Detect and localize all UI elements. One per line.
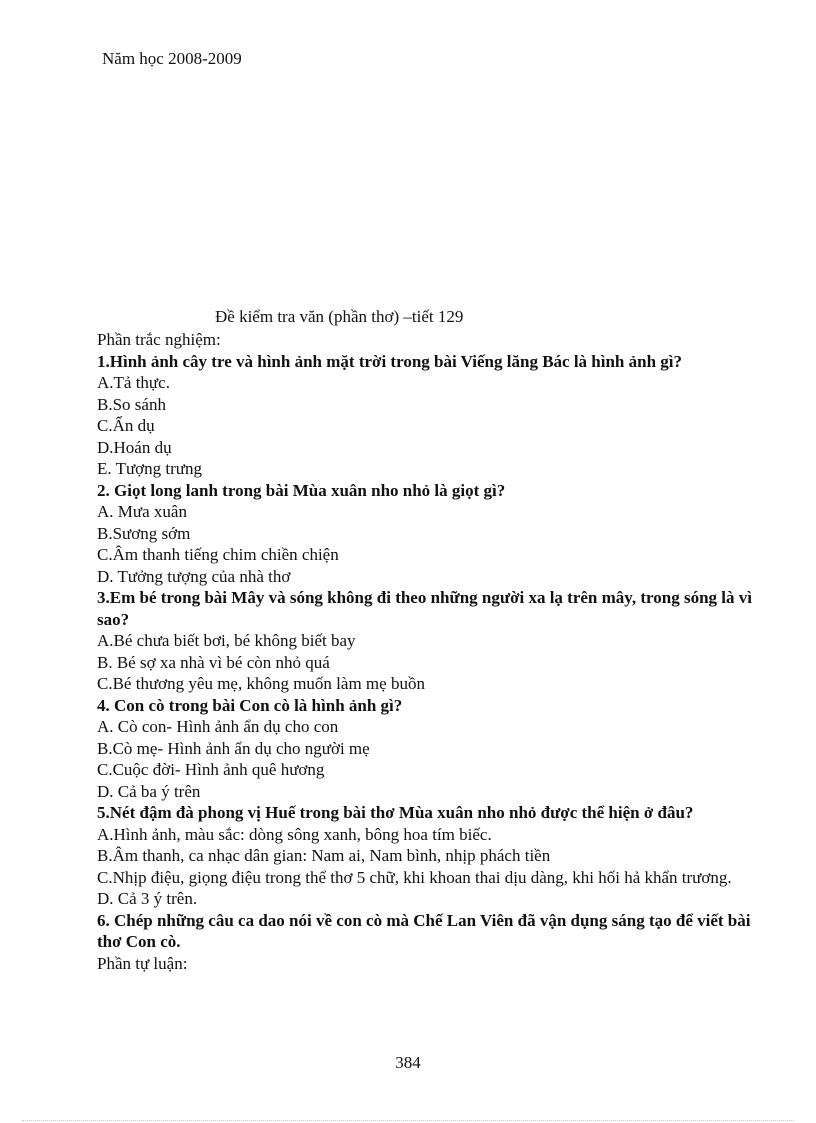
- option-5c: C.Nhịp điệu, giọng điệu trong thể thơ 5 chữ, khi khoan thai dịu dàng, khi hối hả khẩn trương.: [97, 867, 732, 887]
- page-bottom-divider: [22, 1120, 794, 1121]
- option-2b: B.Sương sớm: [97, 523, 191, 543]
- option-1c: C.Ẩn dụ: [97, 416, 155, 435]
- option-3c: C.Bé thương yêu mẹ, không muốn làm mẹ buồn: [97, 674, 425, 693]
- option-2a: A. Mưa xuân: [97, 502, 187, 521]
- option-5d: D. Cả 3 ý trên.: [97, 889, 198, 908]
- option-4d: D. Cả ba ý trên: [97, 781, 201, 801]
- option-1b: B.So sánh: [97, 394, 166, 414]
- page-number: 384: [395, 1053, 421, 1072]
- option-4c: C.Cuộc đời- Hình ảnh quê hương: [97, 760, 325, 779]
- question-1: 1.Hình ảnh cây tre và hình ảnh mặt trời trong bài Viếng lăng Bác là hình ảnh gì?: [97, 351, 683, 371]
- option-2c: C.Âm thanh tiếng chim chiền chiện: [97, 545, 339, 564]
- option-3b: B. Bé sợ xa nhà vì bé còn nhỏ quá: [97, 652, 330, 672]
- option-4b: B.Cò mẹ- Hình ảnh ẩn dụ cho người mẹ: [97, 738, 370, 758]
- option-5a: A.Hình ảnh, màu sắc: dòng sông xanh, bông hoa tím biếc.: [97, 824, 492, 844]
- option-1e: E. Tượng trưng: [97, 459, 203, 478]
- option-5b: B.Âm thanh, ca nhạc dân gian: Nam ai, Nam bình, nhịp phách tiền: [97, 846, 551, 865]
- exam-title: Đề kiểm tra văn (phần thơ) –tiết 129: [215, 307, 464, 326]
- option-1a: A.Tả thực.: [97, 373, 170, 392]
- option-2d: D. Tưởng tượng của nhà thơ: [97, 566, 291, 586]
- school-year: Năm học 2008-2009: [102, 49, 242, 68]
- exam-content: [97, 329, 765, 974]
- section-essay-heading: Phần tự luận:: [97, 953, 188, 973]
- option-1d: D.Hoán dụ: [97, 437, 172, 457]
- question-6: 6. Chép những câu ca dao nói về con cò mà Chế Lan Viên đã vận dụng sáng tạo để viết bài thơ Con cò.: [97, 910, 751, 951]
- option-3a: A.Bé chưa biết bơi, bé không biết bay: [97, 631, 356, 650]
- question-4: 4. Con cò trong bài Con cò là hình ảnh gì?: [97, 695, 403, 715]
- section-mcq-heading: Phần trắc nghiệm:: [97, 330, 221, 349]
- question-3: 3.Em bé trong bài Mây và sóng không đi theo những người xa lạ trên mây, trong sóng là vì sao?: [97, 588, 752, 629]
- question-2: 2. Giọt long lanh trong bài Mùa xuân nho nhỏ là giọt gì?: [97, 480, 506, 500]
- option-4a: A. Cò con- Hình ảnh ẩn dụ cho con: [97, 717, 339, 736]
- question-5: 5.Nét đậm đà phong vị Huế trong bài thơ Mùa xuân nho nhỏ được thể hiện ở đâu?: [97, 803, 694, 822]
